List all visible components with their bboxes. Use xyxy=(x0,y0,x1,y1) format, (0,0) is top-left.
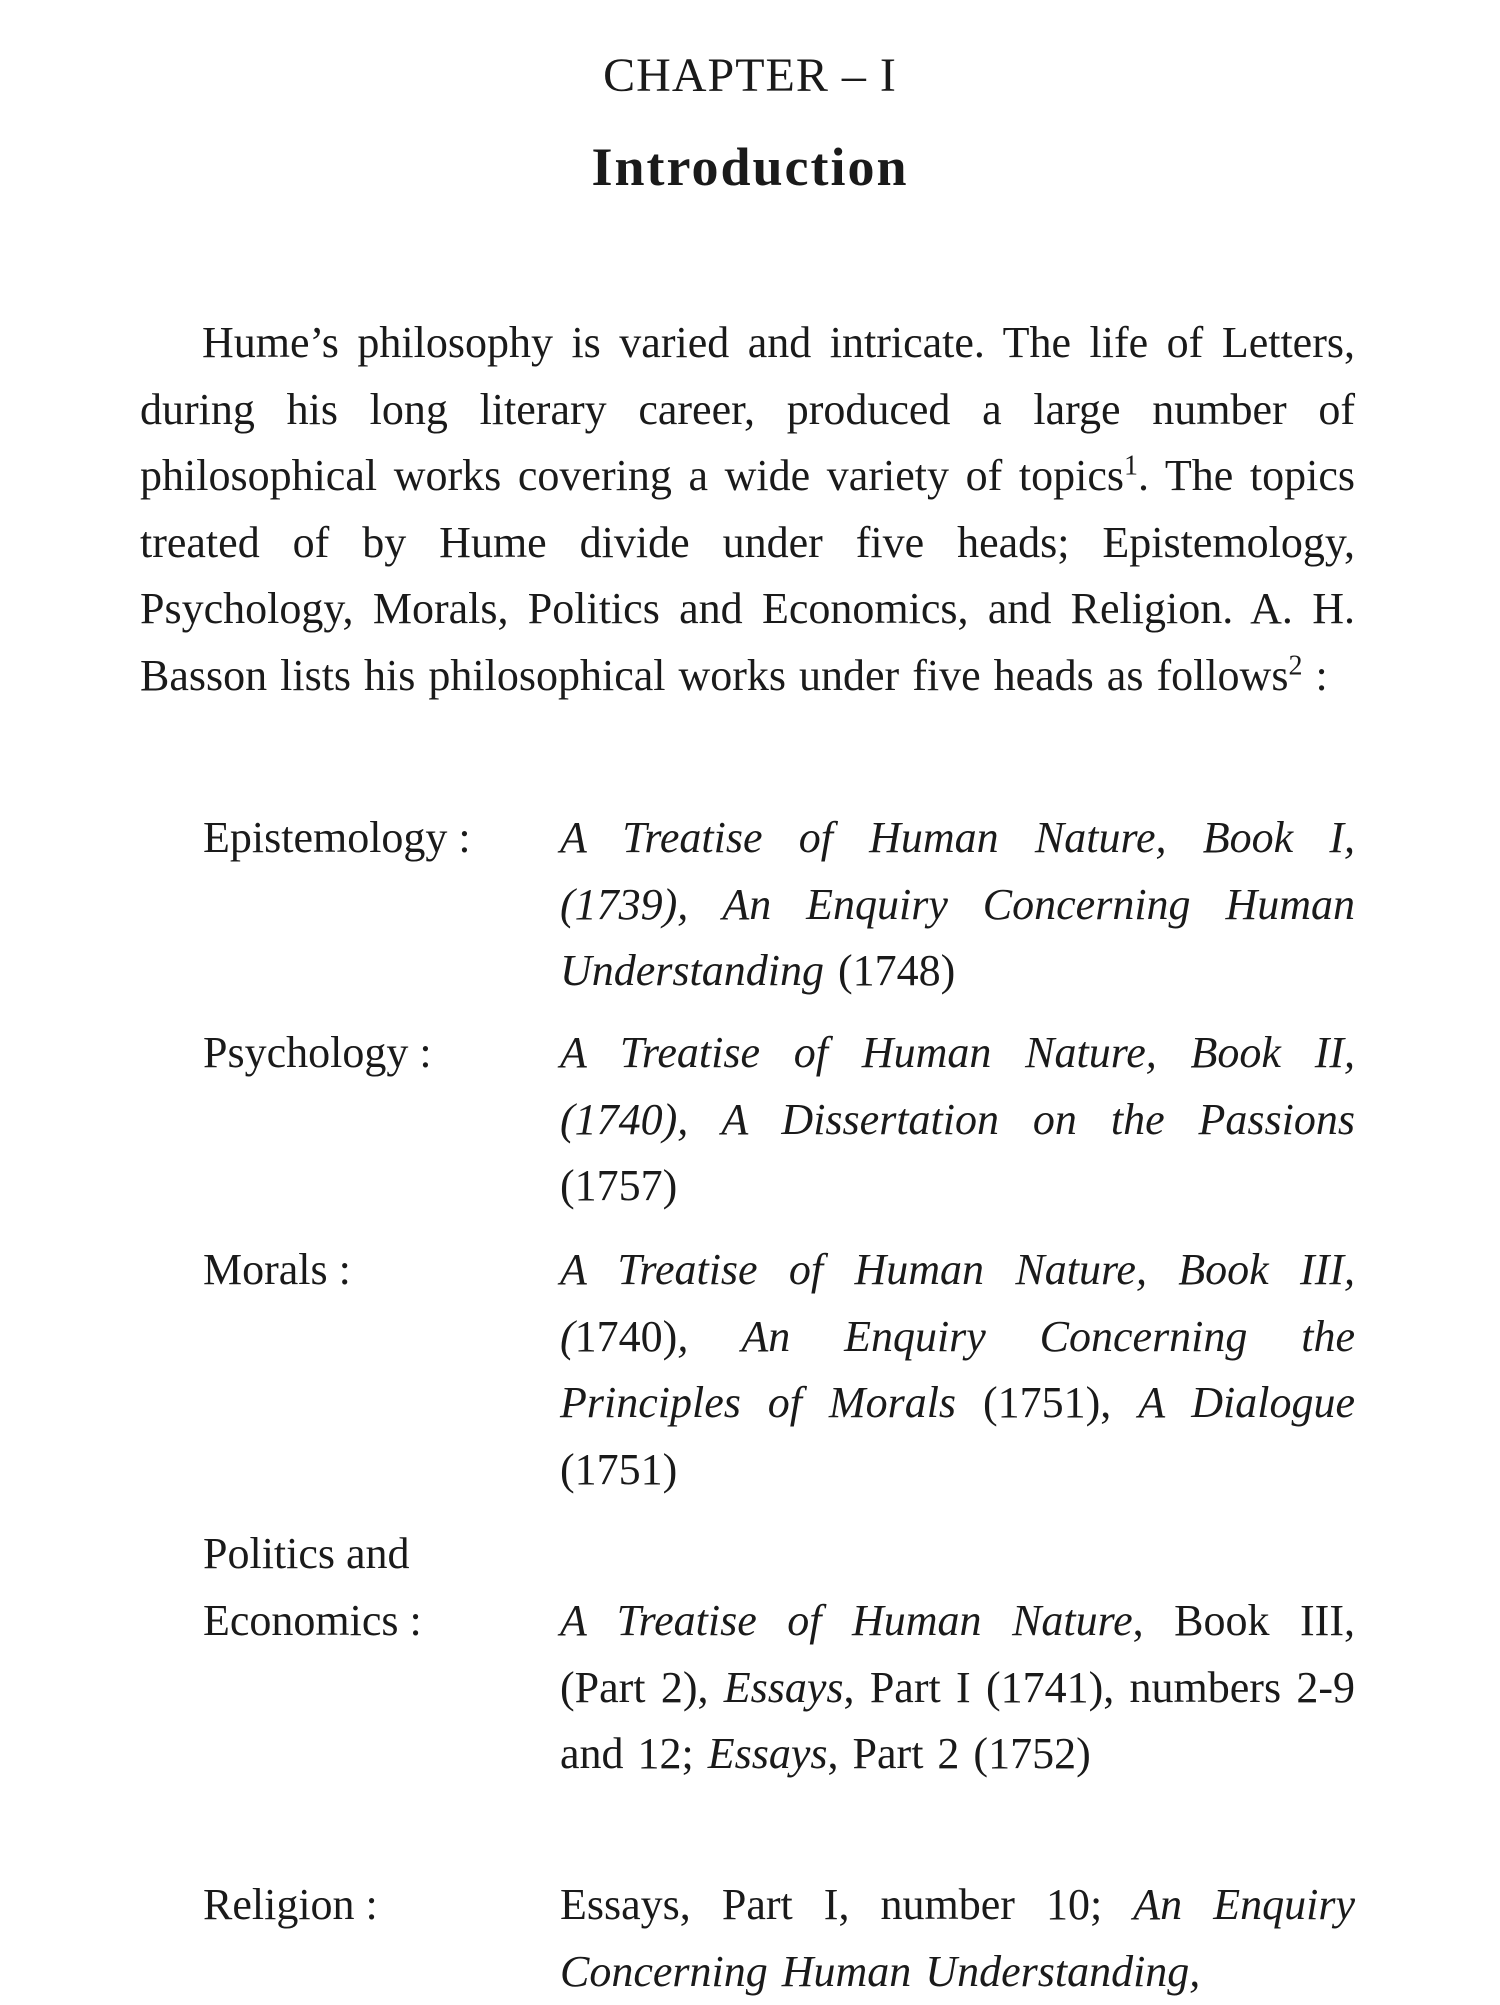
chapter-label: CHAPTER – I xyxy=(603,49,897,102)
works-desc-epistemology xyxy=(560,805,1355,1005)
works-morals-text-3: (1751) xyxy=(560,1444,678,1494)
works-desc-religion xyxy=(560,1872,1355,2005)
works-morals-italic-3: A Dialogue xyxy=(1138,1378,1355,1427)
works-head-psychology: Psychology : xyxy=(203,1028,432,1077)
chapter-title: Introduction xyxy=(591,137,909,197)
works-morals-text-2: (1751), xyxy=(956,1378,1139,1427)
works-politics-italic-1: A Treatise of Human Nature xyxy=(560,1596,1133,1645)
intro-text-part1: Hume’s philosophy is varied and intricate. The life of Letters, during his long literary career, produced a large number of philosophical works covering a wide variety of topics xyxy=(140,318,1355,500)
works-politics-italic-3: Essays xyxy=(707,1729,828,1778)
works-morals-text-1: 1740) xyxy=(574,1311,678,1361)
intro-text-part3: : xyxy=(1302,650,1328,700)
works-religion-italic-1: An Enquiry Concerning Human Understanding, xyxy=(560,1880,1355,1996)
works-politics-text-2: , Part I (1741), numbers 2-9 and 12; xyxy=(560,1662,1356,1778)
works-desc-politics xyxy=(560,1588,1355,1788)
works-epistemology-italic: A Treatise of Human Nature, Book I, (1739), An Enquiry Concerning Human Understanding xyxy=(560,813,1355,995)
works-head-religion: Religion : xyxy=(203,1880,378,1929)
works-head-politics-line1: Politics and xyxy=(203,1529,410,1578)
works-morals-italic-1: A Treatise of Human Nature, Book III, ( xyxy=(560,1245,1355,1361)
works-psychology-italic: A Treatise of Human Nature, Book II, (1740), A Dissertation on the Passions xyxy=(560,1028,1355,1144)
works-psychology-text: (1757) xyxy=(560,1161,678,1210)
works-politics-text-3: , Part 2 (1752) xyxy=(827,1729,1091,1778)
works-head-morals: Morals : xyxy=(203,1245,351,1294)
footnote-ref-1: 1 xyxy=(1124,450,1138,482)
works-politics-text-1: , Book III, (Part 2), xyxy=(560,1596,1355,1712)
intro-text-part2: . The topics treated of by Hume divide under five heads; Epistemology, Psychology, Morals, Politics and Economics, and Religion. A. H. Basson lists his philosophical works under five heads as follows xyxy=(140,451,1355,700)
works-religion-text-1: Essays, Part I, number 10; xyxy=(560,1880,1134,1929)
works-epistemology-text: (1748) xyxy=(824,946,956,995)
works-desc-morals xyxy=(560,1237,1355,1503)
works-desc-psychology xyxy=(560,1020,1355,1220)
works-head-politics-line2: Economics : xyxy=(203,1596,422,1645)
works-politics-italic-2: Essays xyxy=(723,1662,844,1712)
footnote-ref-2: 2 xyxy=(1288,649,1303,681)
works-morals-italic-2: , An Enquiry Concerning the Principles of Morals xyxy=(560,1311,1355,1427)
works-head-epistemology: Epistemology : xyxy=(203,813,471,862)
